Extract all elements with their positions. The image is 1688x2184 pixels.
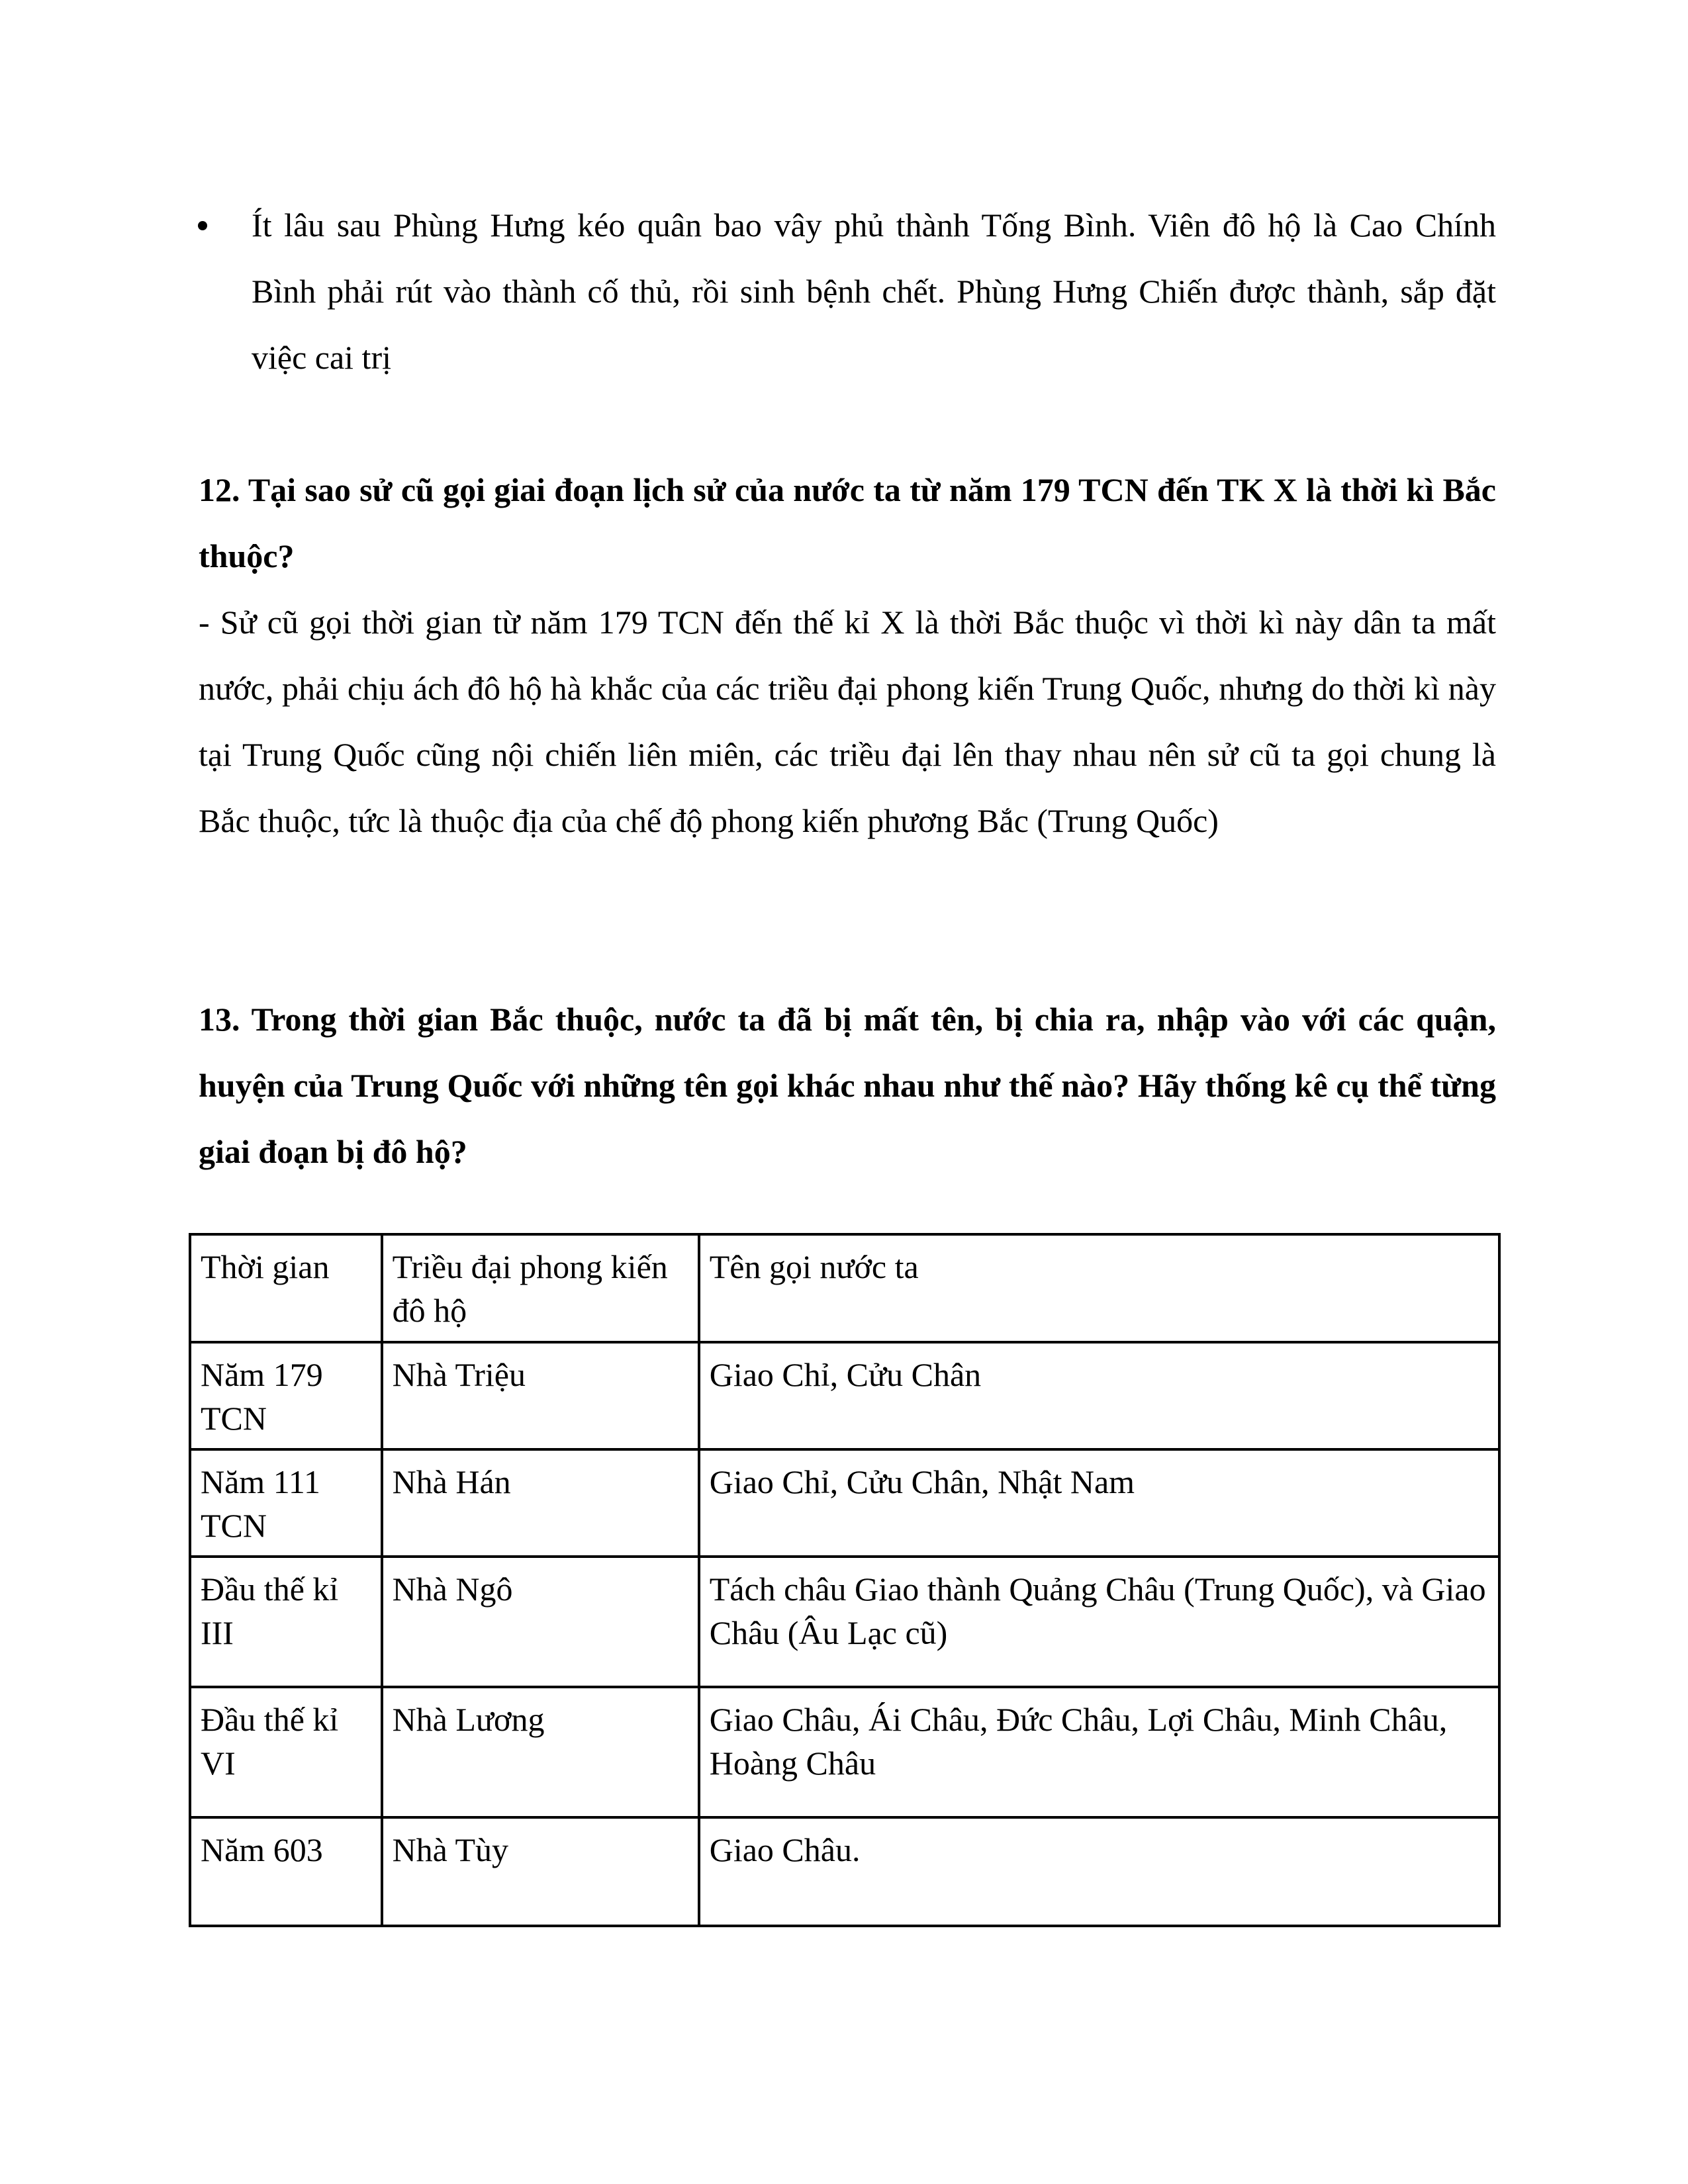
table-cell-dynasty: Nhà Ngô: [382, 1557, 699, 1687]
table-cell-dynasty: Nhà Hán: [382, 1449, 699, 1557]
bullet-text: Ít lâu sau Phùng Hưng kéo quân bao vây phủ thành Tống Bình. Viên đô hộ là Cao Chính Bình phải rút vào thành cố thủ, rồi sinh bệnh chết. Phùng Hưng Chiến được thành, sắp đặt việc cai trị: [252, 206, 1496, 376]
table-cell-time: Năm 603: [190, 1817, 382, 1926]
table-cell-time: Năm 179 TCN: [190, 1342, 382, 1449]
table-row: [190, 1817, 1499, 1926]
table-cell-dynasty: Nhà Lương: [382, 1687, 699, 1817]
table-row: [190, 1342, 1499, 1449]
table-header-cell: Thời gian: [190, 1234, 382, 1342]
bullet-dot-icon: [198, 221, 207, 230]
table-cell-name: Tách châu Giao thành Quảng Châu (Trung Quốc), và Giao Châu (Âu Lạc cũ): [699, 1557, 1499, 1687]
table-row: [190, 1449, 1499, 1557]
table-cell-name: Giao Châu.: [699, 1817, 1499, 1926]
table-header-cell: Tên gọi nước ta: [699, 1234, 1499, 1342]
table-cell-time: Năm 111 TCN: [190, 1449, 382, 1557]
table-row: [190, 1557, 1499, 1687]
table-cell-name: Giao Chỉ, Cửu Chân, Nhật Nam: [699, 1449, 1499, 1557]
table-cell-dynasty: Nhà Triệu: [382, 1342, 699, 1449]
question-12-heading: 12. Tại sao sử cũ gọi giai đoạn lịch sử của nước ta từ năm 179 TCN đến TK X là thời kì Bắc thuộc?: [199, 471, 1496, 574]
table-cell-dynasty: Nhà Tùy: [382, 1817, 699, 1926]
table-header-row: [190, 1234, 1499, 1342]
table-cell-time: Đầu thế kỉ VI: [190, 1687, 382, 1817]
table-row: [190, 1687, 1499, 1817]
table-cell-name: Giao Châu, Ái Châu, Đức Châu, Lợi Châu, Minh Châu, Hoàng Châu: [699, 1687, 1499, 1817]
table-header-cell: Triều đại phong kiến đô hộ: [382, 1234, 699, 1342]
question-13-heading: 13. Trong thời gian Bắc thuộc, nước ta đã bị mất tên, bị chia ra, nhập vào với các quận, huyện của Trung Quốc với những tên gọi khác nhau như thế nào? Hãy thống kê cụ thể từng giai đoạn bị đô hộ?: [199, 1001, 1496, 1170]
table-cell-time: Đầu thế kỉ III: [190, 1557, 382, 1687]
answer-12-paragraph: - Sử cũ gọi thời gian từ năm 179 TCN đến thế kỉ X là thời Bắc thuộc vì thời kì này dân ta mất nước, phải chịu ách đô hộ hà khắc của các triều đại phong kiến Trung Quốc, nhưng do thời kì này tại Trung Quốc cũng nội chiến liên miên, các triều đại lên thay nhau nên sử cũ ta gọi chung là Bắc thuộc, tức là thuộc địa của chế độ phong kiến phương Bắc (Trung Quốc): [199, 604, 1496, 839]
dynasty-table: [189, 1233, 1501, 1927]
table-cell-name: Giao Chỉ, Cửu Chân: [699, 1342, 1499, 1449]
